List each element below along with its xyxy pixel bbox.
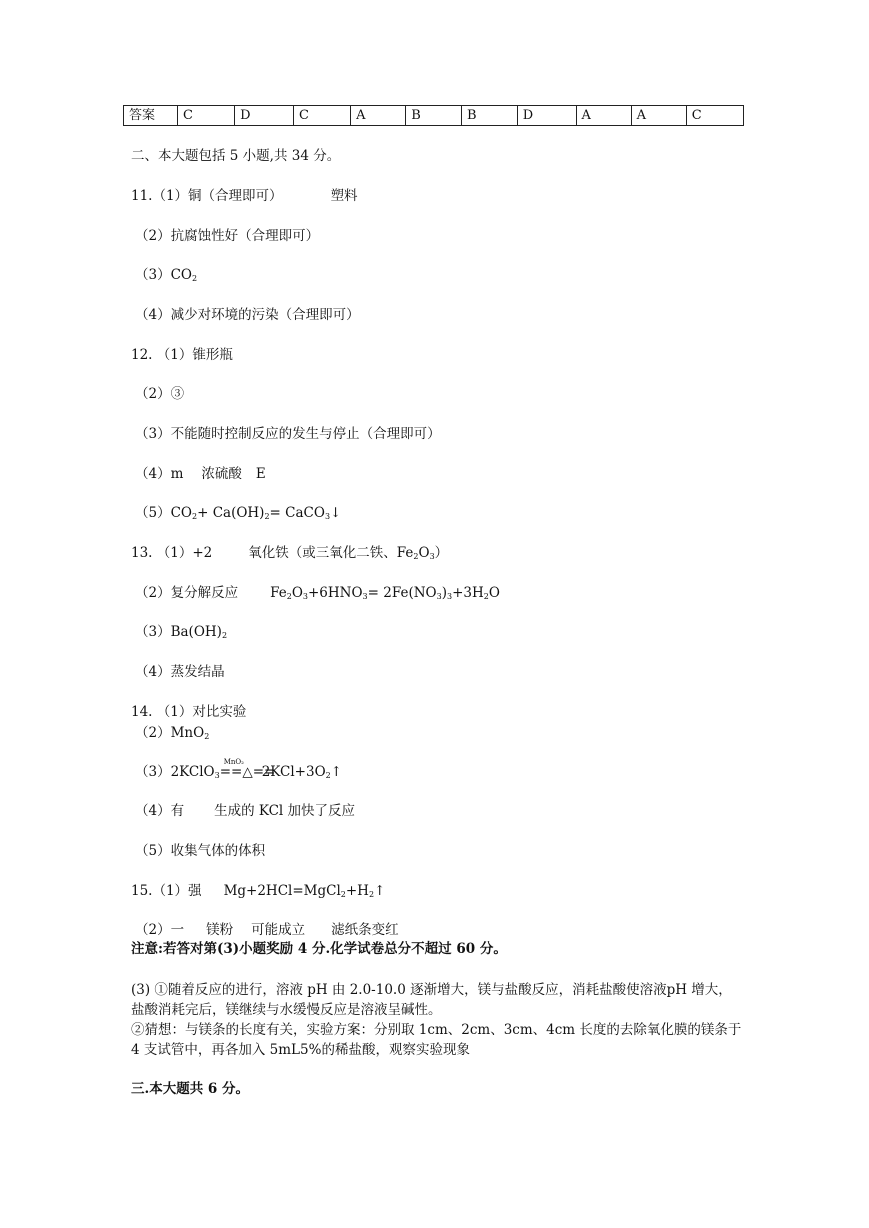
answer-cell: B <box>406 106 462 126</box>
q14-part2 <box>135 724 209 742</box>
section2-title: 二、本大题包括 5 小题,共 34 分。 <box>131 148 341 164</box>
eq-text: Fe <box>270 585 287 601</box>
q13-part1 <box>131 544 448 562</box>
eq-sub: 2 <box>286 592 292 601</box>
eq-sub: 2 <box>340 890 346 899</box>
precipitate-arrow: ↓ <box>330 505 342 521</box>
q15-p2-c: 可能成立 <box>251 922 306 938</box>
answer-cell: C <box>686 106 743 126</box>
reaction-condition <box>219 758 276 781</box>
q14-p4-a: （4）有 <box>135 803 185 819</box>
q13-part4: （4）蒸发结晶 <box>135 664 225 680</box>
eq-text: O <box>418 545 430 561</box>
eq-text: +3H <box>452 585 484 601</box>
answer-cell: A <box>631 106 686 126</box>
answer-header-cell: 答案 <box>124 106 178 126</box>
q11-part2: （2）抗腐蚀性好（合理即可） <box>135 228 320 244</box>
q11-p3-sub: 2 <box>192 274 198 283</box>
q15-part3-2: ②猜想：与镁条的长度有关，实验方案：分别取 1cm、2cm、3cm、4cm 长度的去除氧化膜的镁条于 4 支试管中，再各加入 5mL5%的稀盐酸，观察实验现象 <box>131 1022 742 1058</box>
eq-text: +6HNO <box>307 585 363 601</box>
eq-sub: 2 <box>192 512 198 521</box>
answer-cell: D <box>235 106 294 126</box>
eq-text: （2）MnO <box>135 725 205 741</box>
eq-text: （3）2KClO <box>135 764 215 780</box>
eq-text: ) <box>441 585 447 601</box>
eq-sub: 2 <box>221 631 228 640</box>
q13-p1-a: 13. （1）+2 <box>131 545 213 561</box>
eq-sub: 2 <box>264 512 270 521</box>
eq-sub: 2 <box>204 732 210 741</box>
q14-p4-b: 生成的 KCl 加快了反应 <box>214 803 356 819</box>
eq-sub: 3 <box>214 771 220 780</box>
q11-p1-label: 11.（1）铜（合理即可） <box>131 188 283 204</box>
q12-p4-b: 浓硫酸 <box>201 466 242 482</box>
q14-part4 <box>135 802 355 820</box>
eq-text: O <box>488 585 500 601</box>
eq-sub: 2 <box>483 592 489 601</box>
eq-sub: 3 <box>324 512 331 521</box>
q12-part1: 12. （1）锥形瓶 <box>131 347 233 363</box>
q12-part4 <box>135 465 266 483</box>
q13-p2-a: （2）复分解反应 <box>135 585 239 601</box>
q11-p3-text: （3）CO <box>135 267 192 283</box>
eq-text: O <box>291 585 303 601</box>
q13-part2 <box>135 584 500 602</box>
answer-cell: C <box>293 106 350 126</box>
eq-text: Mg+2HCl=MgCl <box>223 883 341 899</box>
answer-row <box>124 106 744 126</box>
q12-part5 <box>135 504 341 522</box>
eq-text: （5）CO <box>135 505 192 521</box>
gas-arrow: ↑ <box>374 883 386 899</box>
q14-part5: （5）收集气体的体积 <box>135 843 266 859</box>
q11-part1 <box>131 187 358 205</box>
q12-part2: （2）③ <box>135 386 185 402</box>
q13-part3 <box>135 623 227 641</box>
q15-p2-b: 镁粉 <box>206 922 234 938</box>
eq-text: = 2Fe(NO <box>367 585 437 601</box>
eq-sub: 3 <box>362 592 368 601</box>
q14-part1: 14. （1）对比实验 <box>131 704 247 720</box>
answer-cell: A <box>576 106 631 126</box>
gas-arrow: ↑ <box>330 764 343 780</box>
bonus-note: 注意:若答对第(3)小题奖励 4 分.化学试卷总分不超过 60 分。 <box>131 941 507 957</box>
q12-p4-c: E <box>255 466 266 482</box>
eq-sub: 2 <box>413 552 419 561</box>
q15-part3-1: (3) ①随着反应的进行，溶液 pH 由 2.0-10.0 逐渐增大，镁与盐酸反应，消耗盐酸使溶液pH 增大，盐酸消耗完后，镁继续与水缓慢反应是溶液呈碱性。 <box>131 982 732 1018</box>
eq-text: + Ca(OH) <box>197 505 265 521</box>
q12-p4-a: （4）m <box>135 466 184 482</box>
q15-p1-a: 15.（1）强 <box>131 883 202 899</box>
section3-title: 三.本大题共 6 分。 <box>131 1081 249 1097</box>
eq-sub: 3 <box>302 592 308 601</box>
eq-text: = CaCO <box>269 505 325 521</box>
q15-p2-a: （2）一 <box>135 922 185 938</box>
q11-p1-extra: 塑料 <box>330 188 358 204</box>
answer-cell: D <box>517 106 576 126</box>
q13-p1-b: 氧化铁（或三氧化二铁、Fe <box>248 545 414 561</box>
answer-cell: A <box>351 106 406 126</box>
q14-part3 <box>135 758 343 781</box>
q15-part2 <box>135 921 399 939</box>
answer-cell: C <box>178 106 235 126</box>
q12-part3: （3）不能随时控制反应的发生与停止（合理即可） <box>135 426 441 442</box>
eq-sub: 2 <box>325 771 331 780</box>
eq-sub: 3 <box>436 592 442 601</box>
heat-sign: ==△== <box>219 764 276 780</box>
eq-text: ） <box>434 545 449 561</box>
eq-sub: 3 <box>429 552 435 561</box>
q15-part1 <box>131 882 385 900</box>
q11-part3 <box>135 266 197 284</box>
eq-sub: 3 <box>446 592 453 601</box>
catalyst-label: MnO₂ <box>223 758 244 766</box>
eq-text: 2KCl+3O <box>261 764 326 780</box>
answer-cell: B <box>461 106 517 126</box>
q15-p2-d: 滤纸条变红 <box>331 922 399 938</box>
eq-sub: 2 <box>368 890 375 899</box>
eq-text: （3）Ba(OH) <box>135 624 222 640</box>
eq-text: +H <box>345 883 369 899</box>
q11-part4: （4）减少对环境的污染（合理即可） <box>135 307 360 323</box>
answer-table <box>123 105 744 126</box>
